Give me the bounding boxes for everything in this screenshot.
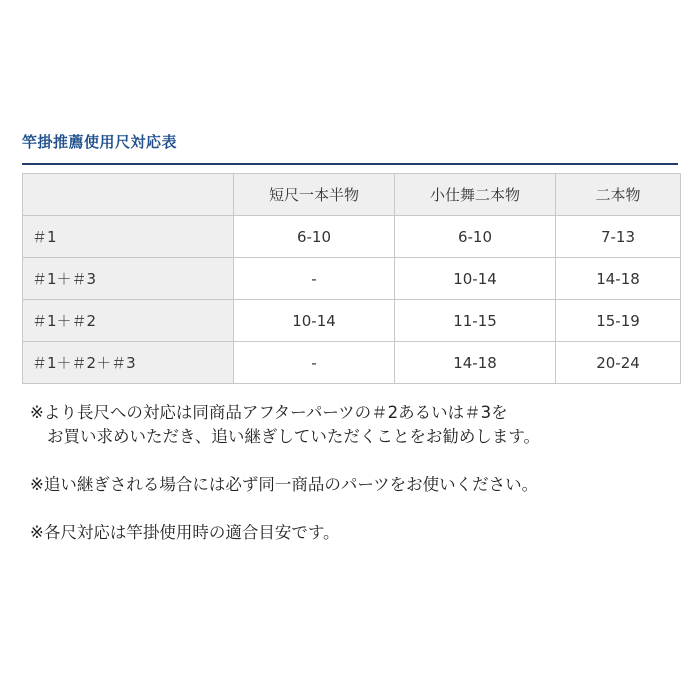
table-row <box>23 342 681 384</box>
table-cell: 14-18 <box>556 258 681 300</box>
header-cell-compact-2: 小仕舞二本物 <box>395 174 556 216</box>
page-title: 竿掛推薦使用尺対応表 <box>22 133 178 151</box>
header-cell-empty <box>23 174 234 216</box>
table-cell: 11-15 <box>395 300 556 342</box>
header-cell-short-1-5: 短尺一本半物 <box>234 174 395 216</box>
table-cell: 10-14 <box>395 258 556 300</box>
note-extension-line1: ※より長尺への対応は同商品アフターパーツの＃2あるいは＃3を <box>30 403 508 422</box>
table-cell: 14-18 <box>395 342 556 384</box>
notes-section <box>30 401 680 545</box>
table-row <box>23 300 681 342</box>
header-cell-two-piece: 二本物 <box>556 174 681 216</box>
table-cell: - <box>234 258 395 300</box>
table-cell: 6-10 <box>395 216 556 258</box>
note-extension-line2: お買い求めいただき、追い継ぎしていただくことをお勧めします。 <box>47 427 541 446</box>
table-row <box>23 216 681 258</box>
table-cell: - <box>234 342 395 384</box>
title-divider <box>22 163 678 165</box>
note-spacer <box>30 497 680 521</box>
table-cell: 15-19 <box>556 300 681 342</box>
row-label: ＃1＋＃2＋＃3 <box>23 342 234 384</box>
row-label: ＃1＋＃3 <box>23 258 234 300</box>
table-cell: 7-13 <box>556 216 681 258</box>
table-cell: 20-24 <box>556 342 681 384</box>
table-cell: 6-10 <box>234 216 395 258</box>
row-label: ＃1＋＃2 <box>23 300 234 342</box>
table-header-row <box>23 174 681 216</box>
note-spacer <box>30 449 680 473</box>
table-cell: 10-14 <box>234 300 395 342</box>
note-same-product-parts: ※追い継ぎされる場合には必ず同一商品のパーツをお使いください。 <box>30 475 539 494</box>
row-label: ＃1 <box>23 216 234 258</box>
compatibility-table <box>22 173 681 384</box>
note-guideline: ※各尺対応は竿掛使用時の適合目安です。 <box>30 523 340 542</box>
table-row <box>23 258 681 300</box>
